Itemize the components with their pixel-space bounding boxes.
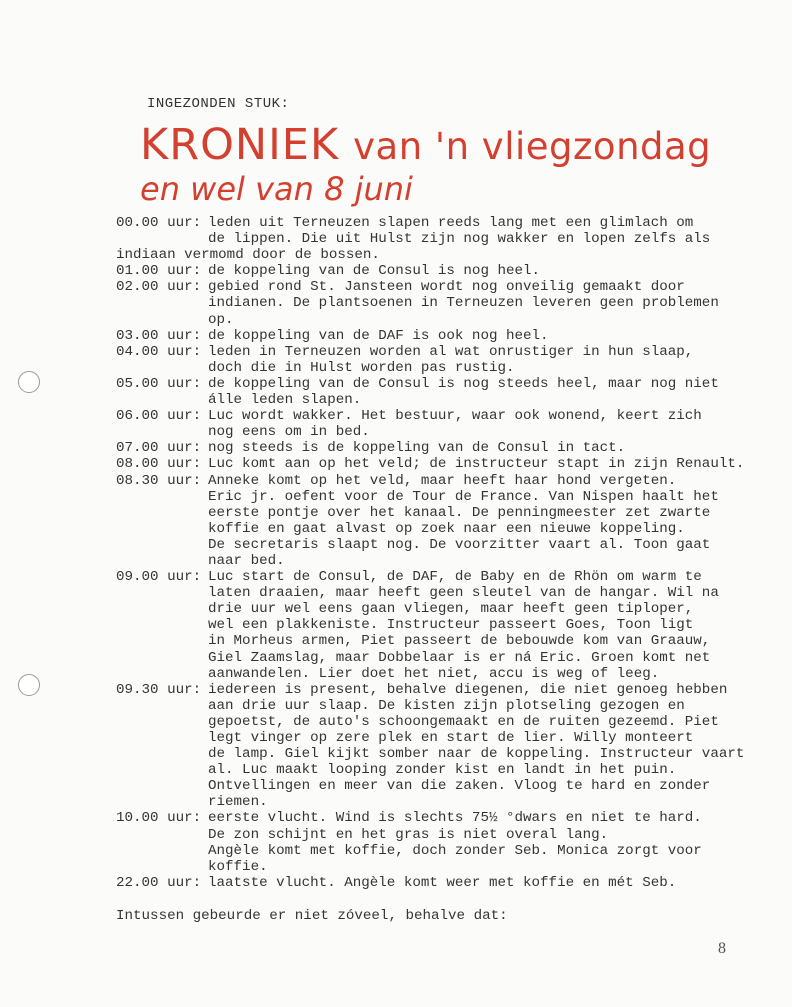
document-subtitle: en wel van 8 juni xyxy=(140,170,413,208)
punch-hole xyxy=(18,371,40,393)
entry-text: de koppeling van de Consul is nog heel. xyxy=(208,263,541,280)
entry-text: leden uit Terneuzen slapen reeds lang met een glimlach om de lippen. Die uit Hulst zijn nog wakker en lopen zelfs als xyxy=(208,215,711,248)
entry-time: 02.00 uur: xyxy=(116,279,202,296)
entry-time: 07.00 uur: xyxy=(116,440,202,457)
entry-time: 09.30 uur: xyxy=(116,681,202,698)
closing-line: Intussen gebeurde er niet zóveel, behalve dat: xyxy=(116,908,508,924)
entry-time: 00.00 uur: xyxy=(116,215,202,231)
chronicle-entry xyxy=(116,279,746,327)
entry-overflow-line: indiaan vermomd door de bossen. xyxy=(116,247,380,264)
chronicle-entry xyxy=(116,215,746,247)
entry-time: 01.00 uur: xyxy=(116,263,202,280)
chronicle-entry xyxy=(116,875,746,891)
title-rest: van 'n vliegzondag xyxy=(353,125,712,168)
chronicle-entry xyxy=(116,473,746,570)
chronicle-entry xyxy=(116,328,746,344)
chronicle-entry xyxy=(116,682,746,811)
chronicle-entries xyxy=(116,215,746,891)
title-main: KRONIEK xyxy=(140,120,340,170)
chronicle-entry xyxy=(116,263,746,279)
page-number: 8 xyxy=(718,940,726,957)
chronicle-entry xyxy=(116,376,746,408)
chronicle-entry xyxy=(116,344,746,376)
chronicle-entry xyxy=(116,408,746,440)
entry-time: 04.00 uur: xyxy=(116,343,202,360)
document-header: INGEZONDEN STUK: xyxy=(147,96,290,112)
chronicle-entry xyxy=(116,456,746,472)
document-title xyxy=(140,120,711,170)
entry-text: Luc start de Consul, de DAF, de Baby en de Rhön om warm te laten draaien, maar heeft geen sleutel van de hangar. Wil na drie uur wel eens gaan vliegen, maar heeft geen tiploper, wel een plakkeniste. Instructeur passeert Goes, Toon ligt in Morheus armen, Piet passeert de bebouwde kom van Graauw, Giel Zaamslag, maar Dobbelaar is er ná Eric. Groen komt net aanwandelen. Lier doet het niet, accu is weg of leeg. xyxy=(208,569,719,682)
entry-time: 22.00 uur: xyxy=(116,874,202,891)
entry-time: 08.30 uur: xyxy=(116,472,202,489)
entry-text: iedereen is present, behalve diegenen, die niet genoeg hebben aan drie uur slaap. De kisten zijn plotseling gezogen en gepoetst, de auto's schoongemaakt en de ruiten gezeemd. Piet legt vinger op zere plek en start de lier. Willy monteert de lamp. Giel kijkt somber naar de koppeling. Instructeur vaart al. Luc maakt looping zonder kist en landt in het puin. Ontvellingen en meer van die zaken. Vloog te hard en zonder riemen. xyxy=(208,681,745,811)
entry-text: de koppeling van de DAF is ook nog heel. xyxy=(208,327,549,344)
entry-time: 05.00 uur: xyxy=(116,375,202,392)
chronicle-entry xyxy=(116,440,746,456)
entry-time: 08.00 uur: xyxy=(116,456,202,473)
entry-text: Anneke komt op het veld, maar heeft haar hond vergeten. Eric jr. oefent voor de Tour de France. Van Nispen haalt het eerste pontje over het kanaal. De penningmeester zet zwarte koffie en gaat alvast op zoek naar een nieuwe koppeling. De secretaris slaapt nog. De voorzitter vaart al. Toon gaat naar bed. xyxy=(208,472,719,569)
entry-time: 03.00 uur: xyxy=(116,327,202,344)
entry-text: nog steeds is de koppeling van de Consul in tact. xyxy=(208,440,626,457)
entry-time: 10.00 uur: xyxy=(116,810,202,827)
entry-time: 09.00 uur: xyxy=(116,569,202,586)
chronicle-entry xyxy=(116,569,746,682)
entry-text: eerste vlucht. Wind is slechts 75½ °dwars en niet te hard. De zon schijnt en het gras is niet overal lang. Angèle komt met koffie, doch zonder Seb. Monica zorgt voor koffie. xyxy=(208,810,702,875)
entry-text: leden in Terneuzen worden al wat onrustiger in hun slaap, doch die in Hulst worden pas rustig. xyxy=(208,343,694,376)
entry-text: Luc komt aan op het veld; de instructeur stapt in zijn Renault. xyxy=(208,456,745,473)
entry-text: laatste vlucht. Angèle komt weer met koffie en mét Seb. xyxy=(208,874,677,891)
entry-text: de koppeling van de Consul is nog steeds heel, maar nog niet álle leden slapen. xyxy=(208,375,719,409)
entry-time: 06.00 uur: xyxy=(116,408,202,425)
chronicle-entry xyxy=(116,810,746,874)
punch-hole xyxy=(18,674,40,696)
entry-text: gebied rond St. Jansteen wordt nog onveilig gemaakt door indianen. De plantsoenen in Terneuzen leveren geen problemen op. xyxy=(208,279,719,328)
entry-text: Luc wordt wakker. Het bestuur, waar ook wonend, keert zich nog eens om in bed. xyxy=(208,408,702,441)
